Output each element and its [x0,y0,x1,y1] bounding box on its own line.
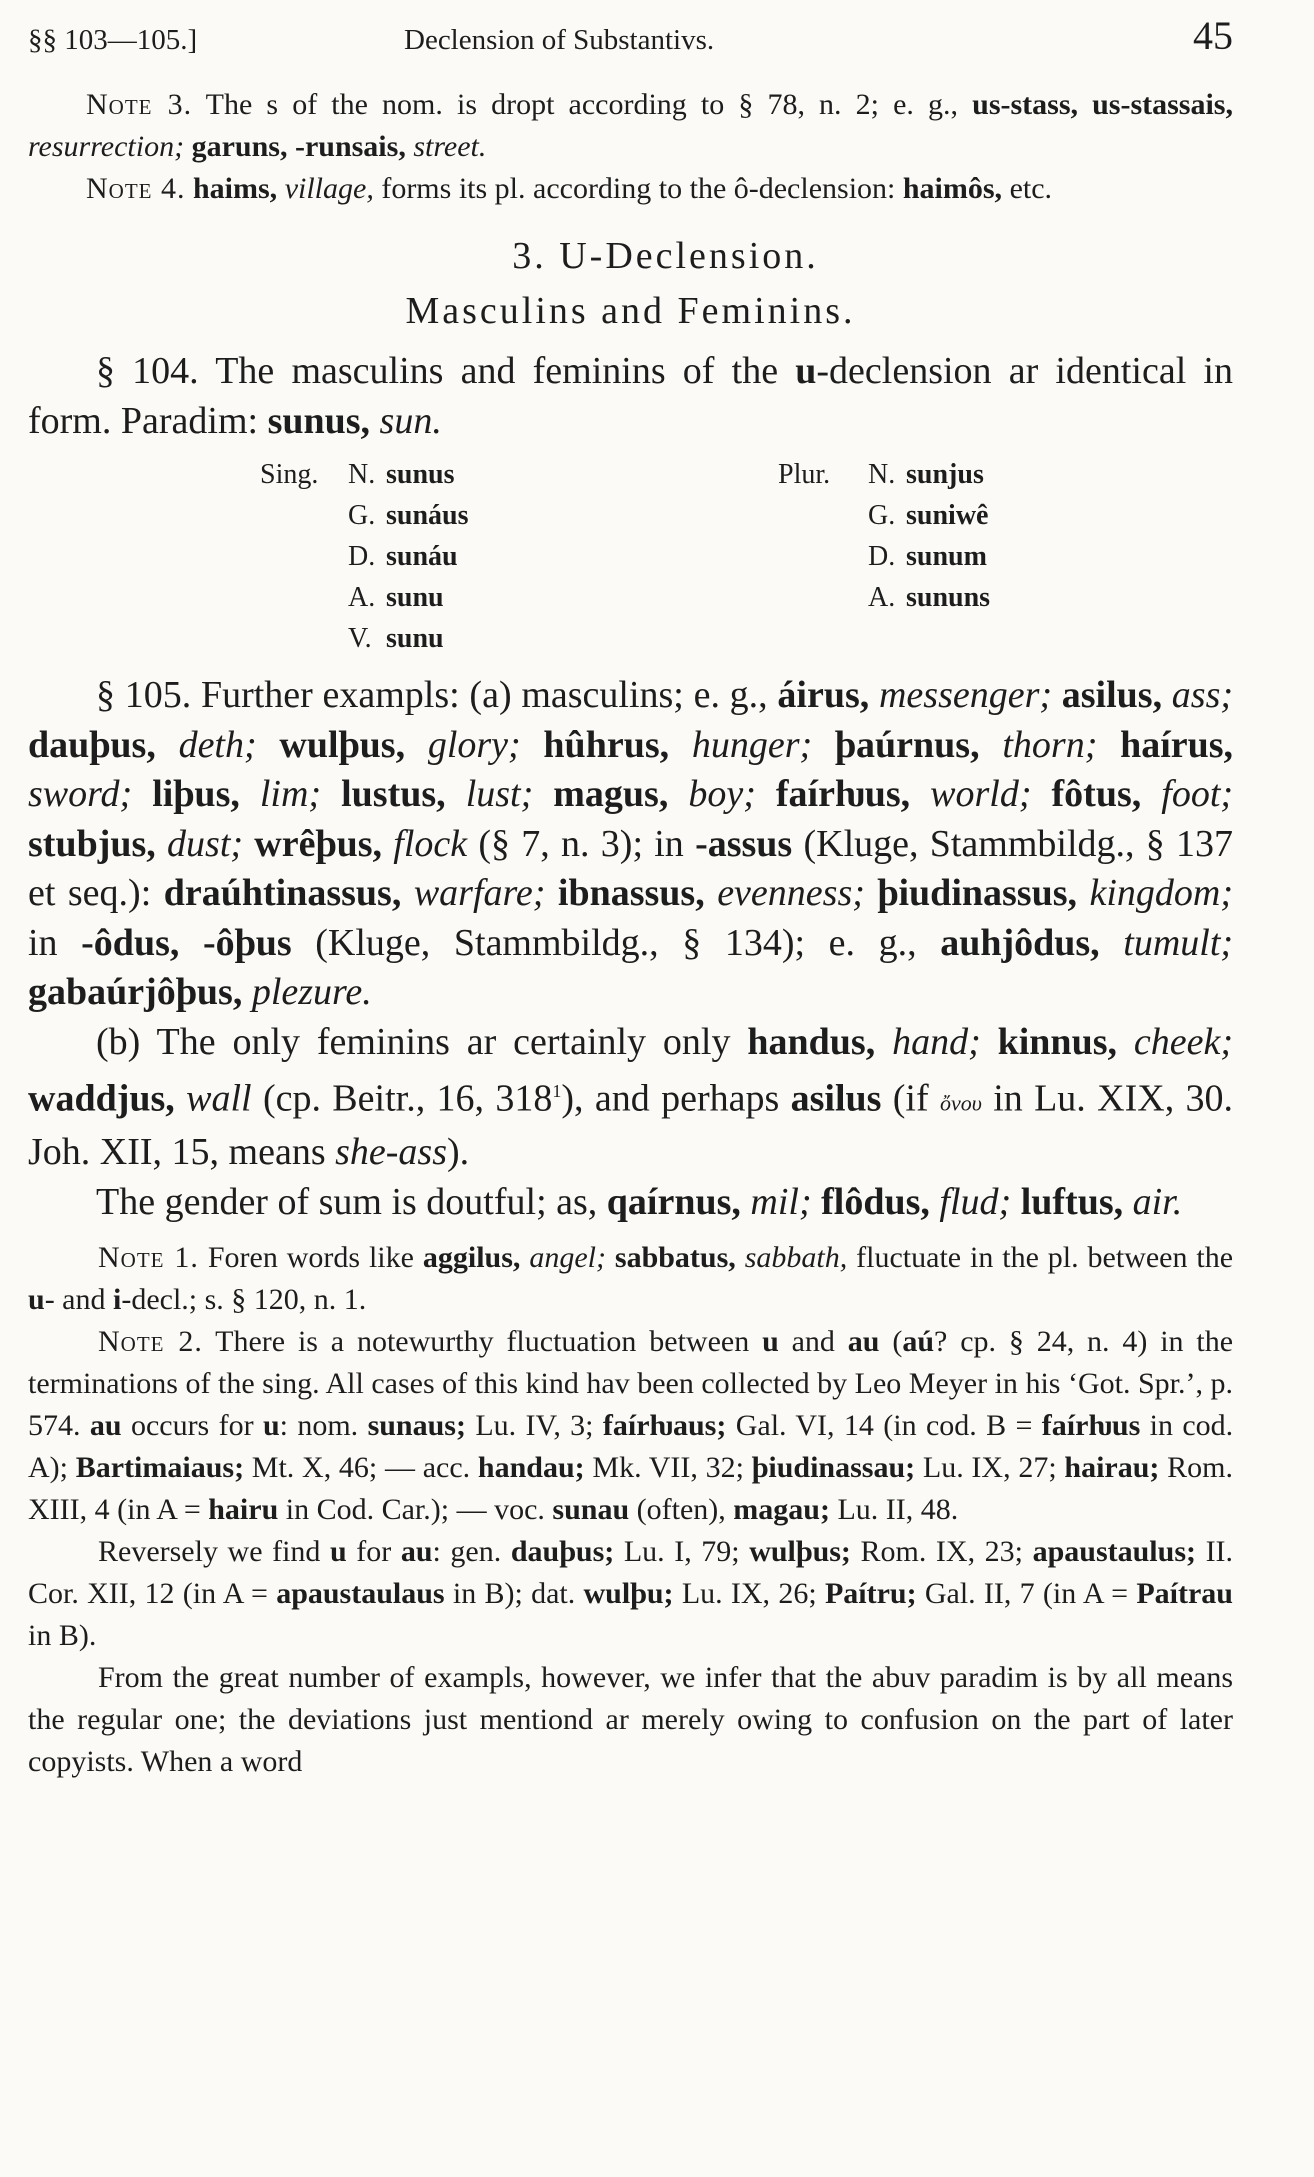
note-conclusion: From the great number of exampls, however, we infer that the abuv paradim is by all means the regular one; the deviations just mentiond ar merely owing to confusion on the part of later copyists. When a word [28,1661,1233,1779]
sing-label: Sing. [260,459,319,490]
note-1: Note 1. Foren words like aggilus, angel; sabbatus, sabbath, fluctuate in the pl. between the u- and i-decl.; s. § 120, n. 1. [28,1241,1234,1317]
sing-label [260,536,348,577]
paragraph-105: § 105. Further exampls: (a) masculins; e. g., áirus, messenger; asilus, ass; dauþus, deth; wulþus, glory; hûhrus, hunger; þaúrnus, thorn; haírus, sword; liþus, lim; lustus, lust; magus, boy; faírƕus, world; fôtus, foot; stubjus, dust; wrêþus, flock (§ 7, n. 3); in -assus (Kluge, Stammbildg., § 137 et seq.): draúhtinassus, warfare; ibnassus, evenness; þiudinassus, kingdom; in -ôdus, -ôþus (Kluge, Stammbildg., § 134); e. g., auhjôdus, tumult; gabaúrjôþus, plezure. (b) The only feminins ar certainly only handus, hand; kinnus, cheek; waddjus, wall (cp. Beitr., 16, $318^1$), and perhaps asilus (if ὄνου in Lu. XIX, 30. Joh. XII, 15, means she-ass). The gender of sum is doutful; as, qaírnus, mil; flôdus, flud; luftus, air. [28,671,1233,1227]
plur-case: D. [868,541,896,572]
sing-case: G. [348,500,376,531]
sing-form: sunáu [386,541,458,572]
plur-form: sununs [906,582,991,613]
notes-bottom [28,1237,1233,1783]
paragraph-105-b: (b) The only feminins ar certainly only handus, hand; kinnus, cheek; waddjus, wall (cp. Beitr., 16, $318^1$), and perhaps asilus (if ὄνου in Lu. XIX, 30. Joh. XII, 15, means she-ass). [28,1020,1234,1174]
running-header [28,8,1233,60]
paradigm-row [260,536,990,577]
note-reversely: Reversely we find u for au: gen. dauþus; Lu. I, 79; wulþus; Rom. IX, 23; apaustaulus; II. Cor. XII, 12 (in A = apaustaulaus in B); dat. wulþu; Lu. IX, 26; Paítru; Gal. II, 7 (in A = Paítrau in B). [28,1535,1234,1653]
book-page [28,8,1233,1783]
plur-label [778,536,868,577]
note-4: Note 4. haims, village, forms its pl. according to the ô-declension: haimôs, etc. [86,172,1053,205]
sing-form: sunu [386,623,444,654]
plur-label [778,618,868,659]
plur-label [778,495,868,536]
paradigm-row [260,495,990,536]
note-3: Note 3. The s of the nom. is dropt according to § 78, n. 2; e. g., us-stass, us-stassais, resurrection; garuns, -runsais, street. [28,88,1233,163]
sing-label [260,495,348,536]
sing-form: sunáus [386,500,469,531]
sing-case: D. [348,541,376,572]
plur-form: sunum [906,541,987,572]
notes-top [28,84,1233,210]
paragraph-104: § 104. The masculins and feminins of the u-declension ar identical in form. Paradim: sunus, sun. [28,350,1233,442]
plur-case: A. [868,582,896,613]
sing-label [260,618,348,659]
plur-label [778,577,868,618]
subsection-heading: Masculins and Feminins. [405,290,856,332]
sing-form: sunus [386,459,455,490]
header-title: Declension of Substantivs. [404,24,715,56]
header-section-range: §§ 103—105.] [28,24,198,56]
sing-label [260,577,348,618]
plur-form [906,618,990,659]
paradigm-row [260,618,990,659]
plur-case [868,618,906,659]
plur-form: sunjus [906,459,984,490]
page-number: 45 [1193,13,1233,58]
plur-case: G. [868,500,896,531]
note-2: Note 2. There is a notewurthy fluctuation between u and au (aú? cp. § 24, n. 4) in the terminations of the sing. All cases of this kind hav been collected by Leo Meyer in his ‘Got. Spr.’, p. 574. au occurs for u: nom. sunaus; Lu. IV, 3; faírƕaus; Gal. VI, 14 (in cod. B = faírƕus in cod. A); Bartimaiaus; Mt. X, 46; — acc. handau; Mk. VII, 32; þiudinassau; Lu. IX, 27; hairau; Rom. XIII, 4 (in A = hairu in Cod. Car.); — voc. sunau (often), magau; Lu. II, 48. [28,1325,1234,1527]
paradigm-row [260,454,990,495]
sing-case: N. [348,459,376,490]
greek-word: ὄνου [939,1090,982,1116]
plur-case: N. [868,459,896,490]
sing-case: V. [348,623,372,654]
plur-form: suniwê [906,500,989,531]
paradigm-table [260,454,990,659]
sing-form: sunu [386,582,444,613]
paradigm-row [260,577,990,618]
section-heading: 3. U-Declension. [512,235,819,277]
paragraph-105-c: The gender of sum is doutful; as, qaírnus, mil; flôdus, flud; luftus, air. [96,1180,1183,1223]
plur-label: Plur. [778,459,831,490]
sing-case: A. [348,582,376,613]
